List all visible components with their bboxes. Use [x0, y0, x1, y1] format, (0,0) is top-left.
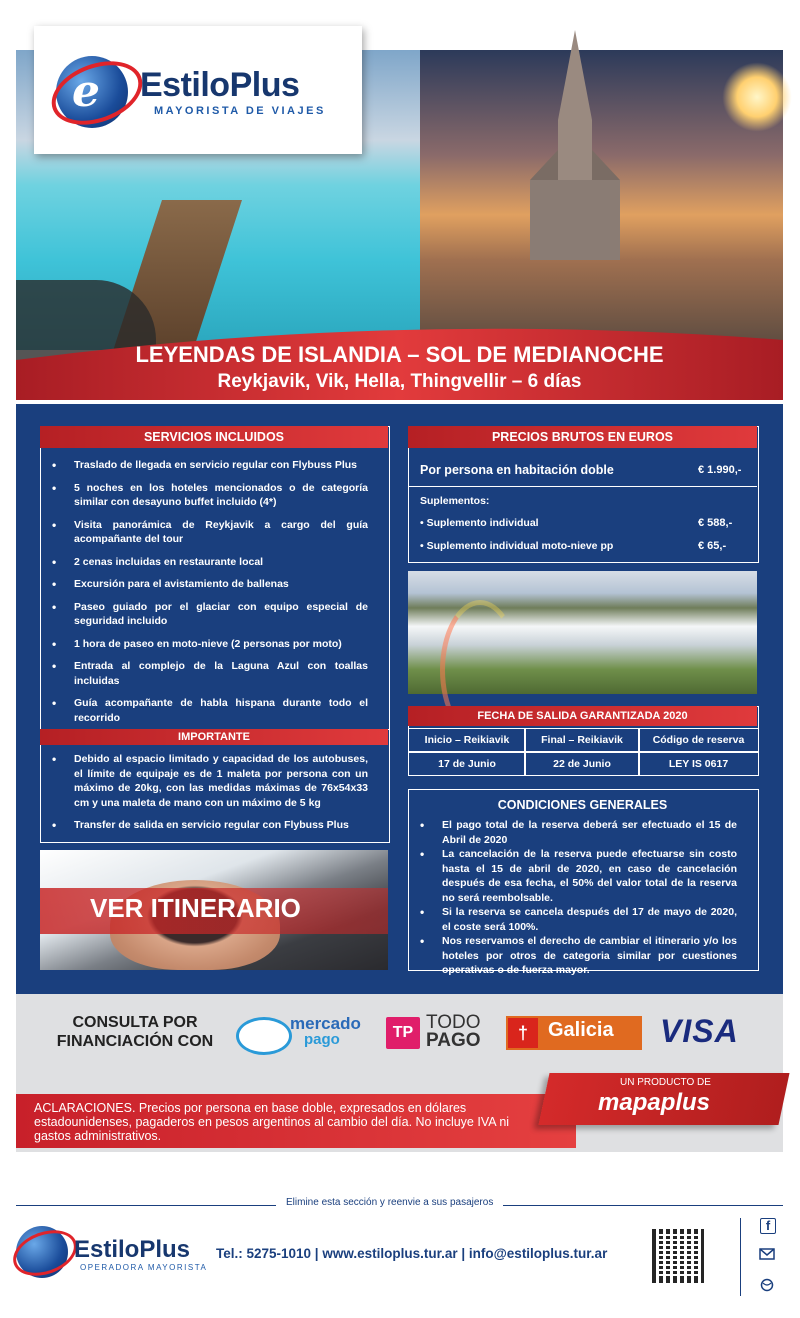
- galicia-text: Galicia: [548, 1019, 614, 1041]
- footer-separator-text: Elimine esta sección y reenvie a sus pasajeros: [276, 1197, 503, 1208]
- todopago-text-1: TODO: [426, 1012, 481, 1033]
- supplement-value: € 65,-: [698, 540, 727, 552]
- brand-name: EstiloPlus: [140, 66, 300, 104]
- web-icon[interactable]: [760, 1278, 774, 1292]
- list-item: • Guía acompañante de habla hispana durante todo el recorrido: [40, 696, 388, 725]
- list-item: • El pago total de la reserva deberá ser efectuado el 15 de Abril de 2020: [408, 818, 757, 847]
- services-list: [40, 458, 388, 725]
- list-item: • Excursión para el avistamiento de ballenas: [40, 577, 388, 592]
- mapaplus-small-text: UN PRODUCTO DE: [620, 1077, 711, 1088]
- handshake-icon: [236, 1017, 292, 1055]
- supplement-value: € 588,-: [698, 517, 733, 529]
- list-item: • Debido al espacio limitado y capacidad de los autobuses, el límite de equipaje es de 1 maleta por persona con un máximo de 20kg, con las medidas máximas de 76x54x33 cm y una maleta de mano con un máximo de 5 kg: [40, 752, 388, 810]
- sun-glow: [722, 62, 792, 132]
- financing-line-2: FINANCIACIÓN CON: [56, 1033, 214, 1050]
- departure-col-header: Final – Reikiavik: [524, 728, 640, 752]
- departure-cell: LEY IS 0617: [638, 752, 759, 776]
- important-list: [40, 752, 388, 833]
- list-item: • Entrada al complejo de la Laguna Azul con toallas incluidas: [40, 659, 388, 688]
- departure-heading: FECHA DE SALIDA GARANTIZADA 2020: [408, 706, 757, 726]
- list-item: • 5 noches en los hoteles mencionados o de categoría similar con desayuno buffet incluido (4*): [40, 481, 388, 510]
- visa-logo[interactable]: VISA: [660, 1013, 739, 1049]
- price-main-value: € 1.990,-: [698, 464, 742, 476]
- supplements-label: Suplementos:: [420, 495, 490, 507]
- divider: [408, 486, 757, 487]
- footer-brand-name: EstiloPlus: [74, 1236, 191, 1263]
- page-title: LEYENDAS DE ISLANDIA – SOL DE MEDIANOCHE: [135, 342, 664, 367]
- financing-line-1: CONSULTA POR: [72, 1014, 198, 1031]
- mercadopago-logo[interactable]: [290, 1016, 361, 1048]
- list-item: • La cancelación de la reserva puede efectuarse sin costo hasta el 15 de abril de 2020, en caso de cancelación después de esa fecha, el 50% del valor total de la reserva no será reembolsable.: [408, 847, 757, 905]
- list-item: • Transfer de salida en servicio regular con Flybuss Plus: [40, 818, 388, 833]
- conditions-heading: CONDICIONES GENERALES: [497, 798, 668, 812]
- prices-heading: PRECIOS BRUTOS EN EUROS: [408, 426, 757, 448]
- page-subtitle: Reykjavik, Vik, Hella, Thingvellir – 6 días: [217, 371, 582, 392]
- supplement-label: • Suplemento individual moto-nieve pp: [420, 540, 614, 552]
- todopago-text-2: PAGO: [426, 1030, 481, 1051]
- footer-contact[interactable]: Tel.: 5275-1010 | www.estiloplus.tur.ar | info@estiloplus.tur.ar: [216, 1246, 608, 1261]
- supplement-label: • Suplemento individual: [420, 517, 539, 529]
- list-item: • Si la reserva se cancela después del 17 de mayo de 2020, el coste será 100%.: [408, 905, 757, 934]
- footer-brand-tagline: OPERADORA MAYORISTA: [80, 1263, 208, 1272]
- list-item: • Paseo guiado por el glaciar con equipo especial de seguridad incluido: [40, 600, 388, 629]
- mail-icon[interactable]: [759, 1248, 775, 1260]
- departure-col-header: Inicio – Reikiavik: [408, 728, 526, 752]
- list-item: • Nos reservamos el derecho de cambiar el itinerario y/o los hoteles por otros de categoria similar por cuestiones operativas o de fuerza mayor.: [408, 934, 757, 978]
- disclaimer-text: ACLARACIONES. Precios por persona en base doble, expresados en dólares estadounidenses, pagaderos en pesos argentinos al cambio del día. No incluye IVA ni gastos administrativos.: [34, 1101, 510, 1143]
- departure-cell: 17 de Junio: [408, 752, 526, 776]
- logo-letter: e: [72, 66, 100, 117]
- list-item: • 2 cenas incluidas en restaurante local: [40, 555, 388, 570]
- list-item: • Visita panorámica de Reykjavik a cargo del guía acompañante del tour: [40, 518, 388, 547]
- mapaplus-logo: mapaplus: [598, 1089, 711, 1116]
- important-heading: IMPORTANTE: [40, 729, 388, 745]
- brand-tagline: MAYORISTA DE VIAJES: [154, 105, 326, 117]
- mercadopago-text-2: pago: [304, 1031, 340, 1048]
- qr-code-pattern: [656, 1233, 700, 1279]
- services-heading: SERVICIOS INCLUIDOS: [40, 426, 388, 448]
- galicia-emblem-icon: †: [508, 1018, 538, 1048]
- price-main-label: Por persona en habitación doble: [420, 463, 614, 477]
- departure-cell: 22 de Junio: [524, 752, 640, 776]
- financing-text: [40, 1013, 230, 1051]
- facebook-icon[interactable]: f: [760, 1218, 776, 1234]
- list-item: • 1 hora de paseo en moto-nieve (2 personas por moto): [40, 637, 388, 652]
- logo-ring-icon: [7, 1222, 83, 1284]
- todopago-logo[interactable]: [426, 1014, 481, 1050]
- view-itinerary-button[interactable]: VER ITINERARIO: [90, 893, 301, 923]
- todopago-icon[interactable]: TP: [386, 1017, 420, 1049]
- list-item: • Traslado de llegada en servicio regular con Flybuss Plus: [40, 458, 388, 473]
- footer-divider: [740, 1218, 741, 1296]
- conditions-list: [408, 818, 757, 978]
- hallgrimskirkja-church: [530, 30, 620, 280]
- departure-col-header: Código de reserva: [638, 728, 759, 752]
- mercadopago-text-1: mercado: [290, 1014, 361, 1033]
